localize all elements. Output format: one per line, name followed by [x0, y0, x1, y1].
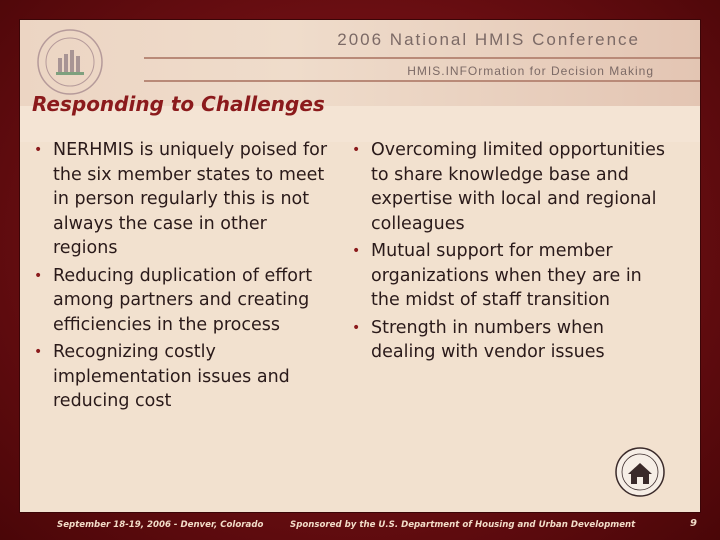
bullet-text: Mutual support for member organizations when they are in the midst of staff transition	[371, 241, 642, 310]
bullet-icon: •	[352, 319, 361, 336]
right-bullet-list	[350, 138, 670, 368]
list-item	[32, 340, 332, 414]
bullet-text: Strength in numbers when dealing with vendor issues	[371, 317, 605, 362]
bullet-icon: •	[34, 344, 43, 360]
bullet-text: Recognizing costly implementation issues and reducing cost	[53, 342, 290, 411]
list-item	[32, 138, 332, 261]
list-item	[350, 239, 670, 313]
conference-subtitle: HMIS.INFOrmation for Decision Making	[407, 64, 654, 78]
header-rule	[144, 57, 700, 59]
slide-title: Responding to Challenges	[32, 92, 325, 116]
bullet-text: Overcoming limited opportunities to share knowledge base and expertise with local and regional colleagues	[371, 140, 665, 234]
equal-housing-seal-icon	[614, 446, 666, 498]
bullet-icon: •	[34, 142, 43, 158]
footer	[0, 518, 720, 534]
list-item	[350, 316, 670, 365]
bullet-icon: •	[352, 142, 361, 158]
hud-seal-icon	[36, 28, 104, 96]
header-rule	[144, 80, 700, 82]
left-bullet-list	[32, 138, 332, 417]
list-item	[32, 264, 332, 338]
bullet-icon: •	[352, 243, 361, 259]
page-number: 9	[690, 518, 697, 529]
footer-date-location: September 18-19, 2006 - Denver, Colorado	[57, 520, 264, 530]
bullet-text: NERHMIS is uniquely poised for the six member states to meet in person regularly this is not always the case in other regions	[53, 140, 328, 258]
conference-title: 2006 National HMIS Conference	[337, 30, 640, 49]
bullet-text: Reducing duplication of effort among partners and creating efficiencies in the process	[53, 265, 313, 335]
footer-sponsor: Sponsored by the U.S. Department of Housing and Urban Development	[290, 520, 636, 530]
list-item	[350, 138, 670, 236]
bullet-icon: •	[34, 267, 43, 284]
